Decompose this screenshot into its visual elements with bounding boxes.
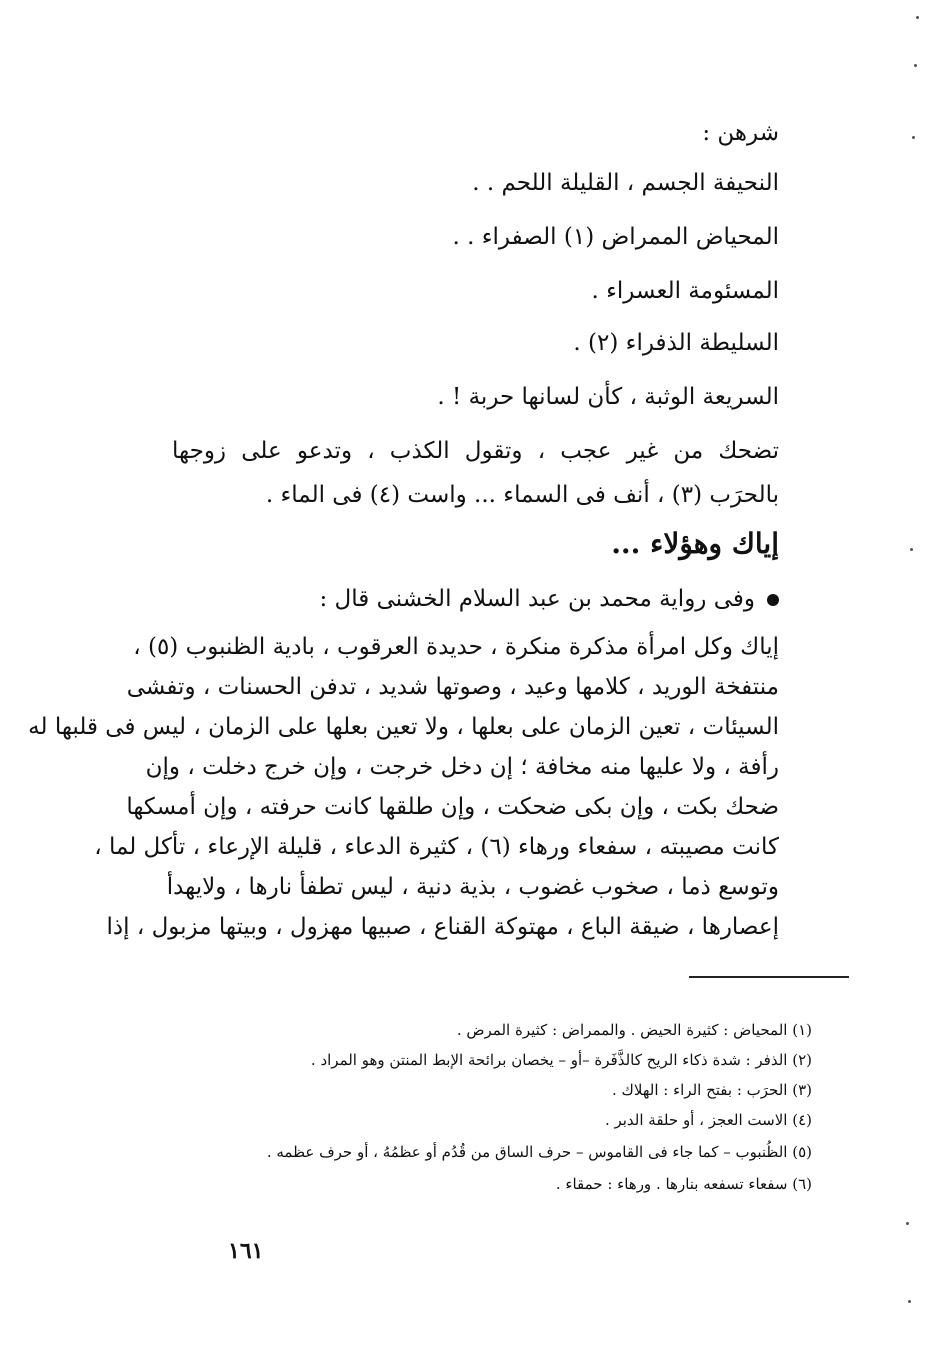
footnote-3: (٣) الحرَب : بفتح الراء : الهلاك . — [611, 1081, 812, 1099]
footnote-6: (٦) سفعاء تسفعه بنارها . ورهاء : حمقاء . — [555, 1175, 812, 1193]
paragraph-line-6: كانت مصيبته ، سفعاء ورهاء (٦) ، كثيرة الدعاء ، قليلة الإرعاء ، تأكل لما ، — [94, 834, 779, 860]
footnote-2: (٢) الذفر : شدة ذكاء الريح كالذَّفَرة –أو – يخصان برائحة الإبط المنتن وهو المراد . — [310, 1051, 812, 1069]
page-number: ١٦١ — [228, 1238, 264, 1264]
paragraph-line-3: السيئات ، تعين الزمان على بعلها ، ولا تعين بعلها على الزمان ، ليس فى قلبها له — [28, 714, 779, 740]
bullet-icon — [767, 594, 779, 606]
section-heading: إياك وهؤلاء ... — [611, 527, 779, 560]
footnote-4: (٤) الاست العجز ، أو حلقة الدبر . — [604, 1111, 812, 1129]
paragraph-line-1: إياك وكل امرأة مذكرة منكرة ، حديدة العرقوب ، بادية الظنبوب (٥) ، — [133, 634, 779, 660]
scan-speck — [906, 1222, 909, 1225]
intro-line — [320, 584, 780, 614]
body-line-2: النحيفة الجسم ، القليلة اللحم . . — [472, 170, 779, 196]
body-line-3: المحياض الممراض (١) الصفراء . . — [452, 224, 779, 250]
paragraph-line-4: رأفة ، ولا عليها منه مخافة ؛ إن دخل خرجت ، وإن خرج دخلت ، وإن — [145, 754, 779, 780]
paragraph-line-2: منتفخة الوريد ، كلامها وعيد ، وصوتها شديد ، تدفن الحسنات ، وتفشى — [126, 674, 779, 700]
paragraph-line-5: ضحك بكت ، وإن بكى ضحكت ، وإن طلقها كانت حرفته ، وإن أمسكها — [126, 794, 779, 820]
footnote-1: (١) المحياض : كثيرة الحيض . والممراض : كثيرة المرض . — [456, 1021, 812, 1039]
scan-speck — [910, 548, 913, 551]
scan-speck — [916, 16, 919, 19]
body-line-7: تضحك من غير عجب ، وتقول الكذب ، وتدعو على زوجها — [172, 438, 779, 464]
footnote-divider — [689, 976, 849, 978]
paragraph-line-8: إعصارها ، ضيقة الباع ، مهتوكة القناع ، صبيها مهزول ، وبيتها مزبول ، إذا — [106, 914, 779, 940]
footnote-5: (٥) الظُنبوب – كما جاء فى القاموس – حرف الساق من قُدُم أو عظمُهُ ، أو حرف عظمه . — [266, 1143, 812, 1161]
body-line-1: شرهن : — [702, 120, 779, 146]
body-line-8: بالحرَب (٣) ، أنف فى السماء ... واست (٤) فى الماء . — [265, 482, 779, 508]
body-line-6: السريعة الوثبة ، كأن لسانها حربة ! . — [437, 384, 779, 410]
intro-text: وفى رواية محمد بن عبد السلام الخشنى قال : — [319, 586, 755, 612]
paragraph-line-7: وتوسع ذما ، صخوب غضوب ، بذية دنية ، ليس تطفأ نارها ، ولايهدأ — [166, 874, 779, 900]
body-line-5: السليطة الذفراء (٢) . — [573, 330, 779, 356]
scan-speck — [914, 64, 917, 67]
scan-speck — [912, 136, 915, 139]
scan-speck — [908, 1300, 911, 1303]
body-line-4: المسئومة العسراء . — [591, 278, 779, 304]
